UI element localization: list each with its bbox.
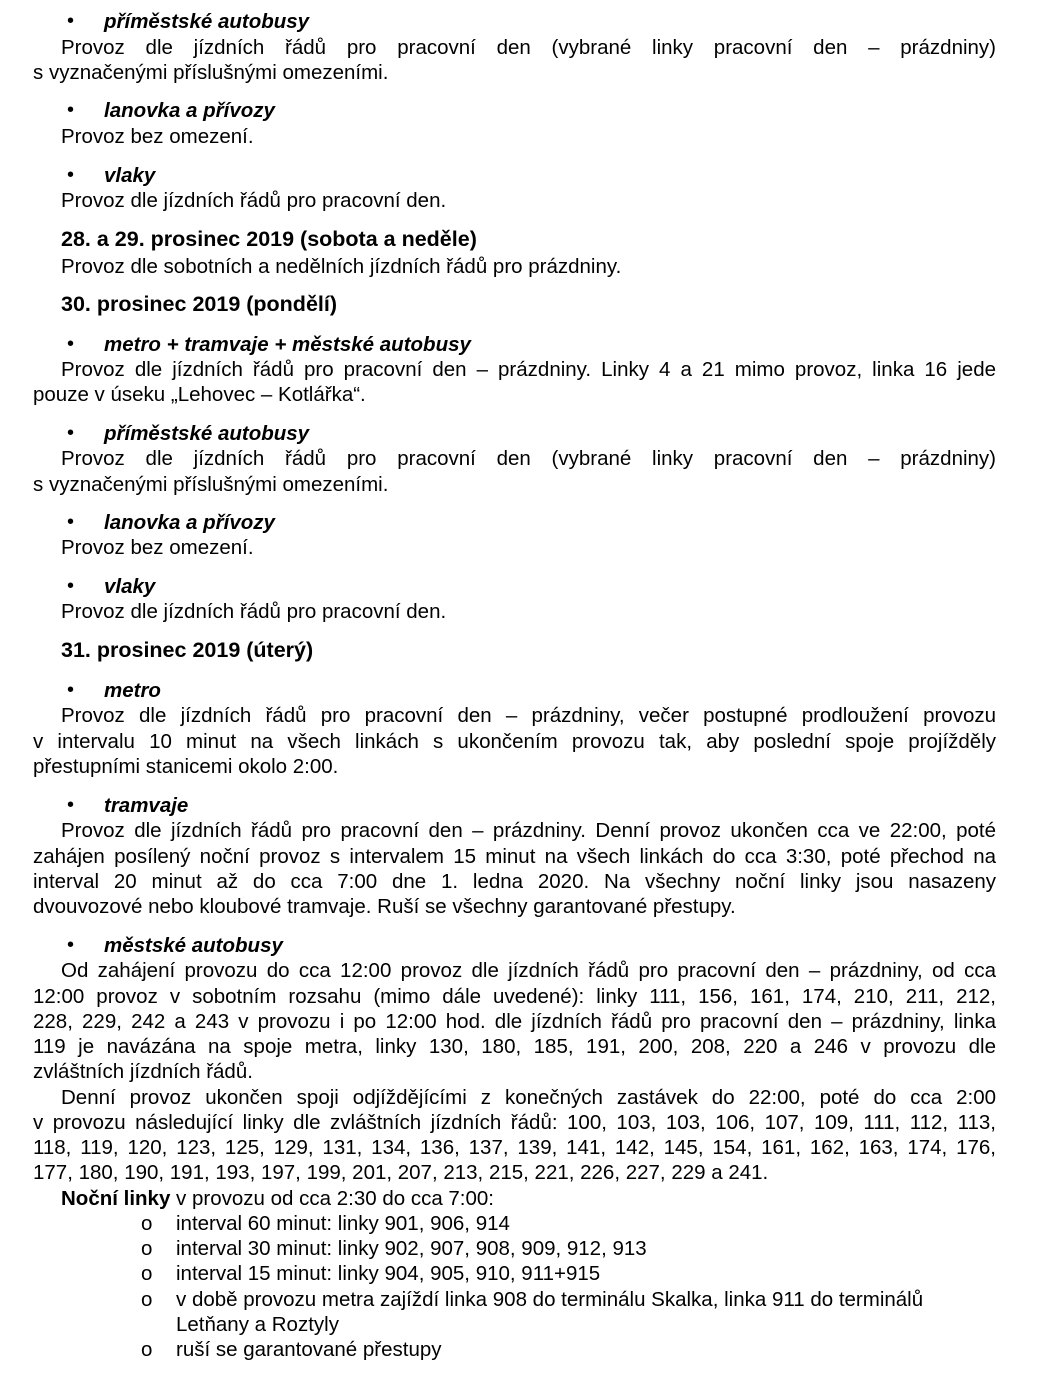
paragraph-line: přestupními stanicemi okolo 2:00. [33,755,339,778]
list-item-label: metro [104,679,161,702]
bullet-dot: • [67,164,75,186]
bullet-dot: • [67,99,75,121]
paragraph-line: Provoz dle jízdních řádů pro pracovní den – prázdniny, večer postupné prodloužení provozu [61,704,996,727]
paragraph-line: v intervalu 10 minut na všech linkách s ukončením provozu tak, aby poslední spoje projížděly [33,730,996,753]
list-item-label: příměstské autobusy [104,422,310,445]
paragraph-line: v provozu následující linky dle zvláštních jízdních řádů: 100, 103, 103, 106, 107, 109, 111, 112, 113, [33,1111,996,1134]
list-item-label: vlaky [104,164,156,187]
paragraph-line: dvouvozové nebo kloubové tramvaje. Ruší se všechny garantované přestupy. [33,895,736,918]
paragraph-line: Provoz dle jízdních řádů pro pracovní den. [61,600,447,623]
paragraph-line: 12:00 provoz v sobotním rozsahu (mimo dále uvedené): linky 111, 156, 161, 174, 210, 211, 212, [33,985,996,1008]
bullet-dot: • [67,794,75,816]
paragraph-line: Provoz dle jízdních řádů pro pracovní den. [61,189,447,212]
circle-bullet: o [141,1237,153,1260]
bullet-dot: • [67,422,75,444]
list-item: interval 60 minut: linky 901, 906, 914 [176,1212,510,1235]
list-item-label: lanovka a přívozy [104,511,275,534]
paragraph-line: 118, 119, 120, 123, 125, 129, 131, 134, 136, 137, 139, 141, 142, 145, 154, 161, 162, 163, 174, 176, [33,1136,996,1159]
section-heading: 28. a 29. prosinec 2019 (sobota a neděle) [61,227,477,251]
bullet-dot: • [67,333,75,355]
bullet-dot: • [67,10,75,32]
paragraph-line: zvláštních jízdních řádů. [33,1060,253,1083]
paragraph-line: 119 je navázána na spoje metra, linky 130, 180, 185, 191, 200, 208, 220 a 246 v provozu dle [33,1035,996,1058]
section-heading: 30. prosinec 2019 (pondělí) [61,292,338,316]
paragraph-line: interval 20 minut až do cca 7:00 dne 1. ledna 2020. Na všechny noční linky jsou nasazeny [33,870,996,893]
night-lines-text: v provozu od cca 2:30 do cca 7:00: [170,1187,495,1210]
paragraph-line: Provoz dle sobotních a nedělních jízdních řádů pro prázdniny. [61,255,622,278]
paragraph-line: zahájen posílený noční provoz s intervalem 15 minut na všech linkách do cca 3:30, poté přechod na [33,845,996,868]
list-item-label: vlaky [104,575,156,598]
paragraph-line: Od zahájení provozu do cca 12:00 provoz dle jízdních řádů pro pracovní den – prázdniny, od cca [61,959,996,982]
list-item: ruší se garantované přestupy [176,1338,442,1361]
paragraph-line: Provoz bez omezení. [61,536,254,559]
list-item-label: tramvaje [104,794,189,817]
circle-bullet: o [141,1262,153,1285]
paragraph-line: Provoz dle jízdních řádů pro pracovní den (vybrané linky pracovní den – prázdniny) [61,447,996,470]
bullet-dot: • [67,679,75,701]
list-item: v době provozu metra zajíždí linka 908 do terminálu Skalka, linka 911 do terminálů [176,1288,924,1311]
section-heading: 31. prosinec 2019 (úterý) [61,638,314,662]
bullet-dot: • [67,511,75,533]
paragraph-line: pouze v úseku „Lehovec – Kotlářka“. [33,383,366,406]
circle-bullet: o [141,1338,153,1361]
circle-bullet: o [141,1288,153,1311]
night-lines-label: Noční linky [61,1187,171,1210]
paragraph-line: s vyznačenými příslušnými omezeními. [33,473,389,496]
list-item-continuation: Letňany a Roztyly [176,1313,339,1336]
paragraph-line: Provoz bez omezení. [61,125,254,148]
paragraph-line: 177, 180, 190, 191, 193, 197, 199, 201, 207, 213, 215, 221, 226, 227, 229 a 241. [33,1161,769,1184]
list-item-label: lanovka a přívozy [104,99,275,122]
paragraph-line: Provoz dle jízdních řádů pro pracovní den (vybrané linky pracovní den – prázdniny) [61,36,996,59]
paragraph-line: s vyznačenými příslušnými omezeními. [33,61,389,84]
paragraph-line: Provoz dle jízdních řádů pro pracovní den – prázdniny. Denní provoz ukončen cca ve 22:00, poté [61,819,996,842]
bullet-dot: • [67,575,75,597]
paragraph-line: Provoz dle jízdních řádů pro pracovní den – prázdniny. Linky 4 a 21 mimo provoz, linka 16 jede [61,358,996,381]
paragraph-line: 228, 229, 242 a 243 v provozu i po 12:00 hod. dle jízdních řádů pro pracovní den – prázdniny, linka [33,1010,996,1033]
list-item: interval 15 minut: linky 904, 905, 910, 911+915 [176,1262,601,1285]
bullet-dot: • [67,934,75,956]
list-item-label: městské autobusy [104,934,283,957]
list-item: interval 30 minut: linky 902, 907, 908, 909, 912, 913 [176,1237,647,1260]
circle-bullet: o [141,1212,153,1235]
paragraph-line: Denní provoz ukončen spoji odjíždějícími z konečných zastávek do 22:00, poté do cca 2:00 [61,1086,996,1109]
night-lines-intro [61,1186,494,1211]
list-item-label: metro + tramvaje + městské autobusy [104,333,471,356]
list-item-label: příměstské autobusy [104,10,310,33]
